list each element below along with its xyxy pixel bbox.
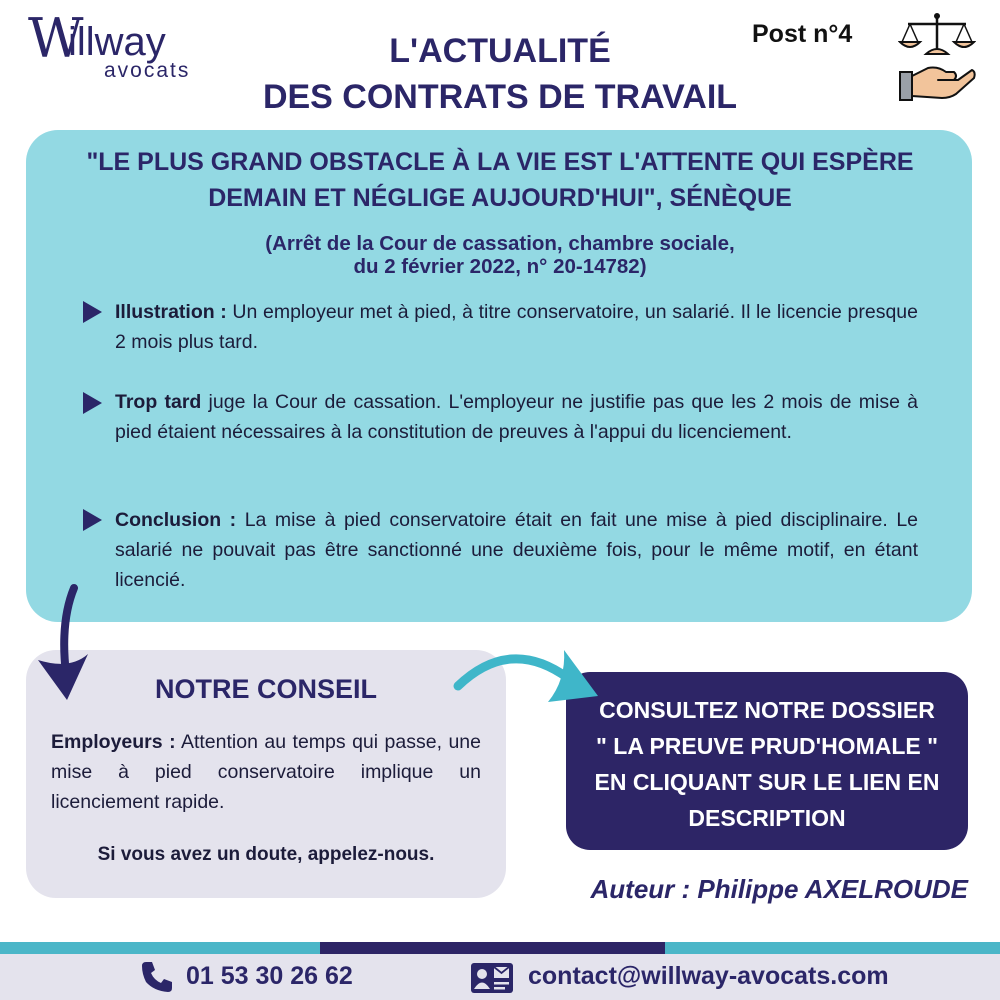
phone-icon (140, 960, 174, 994)
footer-email[interactable]: contact@willway-avocats.com (528, 962, 889, 990)
quote-text (40, 144, 960, 216)
dossier-line-2: " LA PREUVE PRUD'HOMALE " (595, 733, 939, 759)
post-number: Post n°4 (752, 20, 853, 48)
bullet-icon (83, 509, 102, 531)
arrow-curve-icon (450, 640, 606, 722)
advice-text: Employeurs : Attention au temps qui passe, une mise à pied conservatoire implique un licenciement rapide. (51, 731, 481, 813)
bullet-icon (83, 392, 102, 414)
case-reference-line-2: du 2 février 2022, n° 20-14782) (353, 255, 647, 278)
scales-hand-icon (898, 10, 976, 104)
dossier-line-3: EN CLIQUANT SUR LE LIEN EN (594, 769, 940, 795)
logo-wordmark: illway (68, 20, 166, 64)
bullet-icon (83, 301, 102, 323)
advice-call-to-action: Si vous avez un doute, appelez-nous. (97, 844, 435, 865)
quote-line-1: "LE PLUS GRAND OBSTACLE À LA VIE EST L'ATTENTE QUI ESPÈRE (86, 148, 914, 176)
contact-card-icon (470, 962, 514, 994)
arrow-down-icon (30, 582, 100, 710)
logo-letter-w: W (28, 7, 82, 70)
dossier-line-1: CONSULTEZ NOTRE DOSSIER (599, 697, 935, 723)
case-reference (40, 232, 960, 278)
footer-accent-bar (665, 942, 1000, 954)
page-title-line1: L'ACTUALITÉ (389, 32, 611, 70)
page-title-line2: DES CONTRATS DE TRAVAIL (262, 78, 738, 116)
author-credit: Auteur : Philippe AXELROUDE (590, 874, 968, 904)
footer-phone[interactable]: 01 53 30 26 62 (186, 962, 353, 990)
point-trop-tard: Trop tard juge la Cour de cassation. L'employeur ne justifie pas que les 2 mois de mise à pied étaient nécessaires à la constitution de preuves à l'appui du licenciement. (115, 391, 918, 443)
footer-accent-bar (320, 942, 665, 954)
logo-subtitle: avocats (104, 59, 191, 82)
case-reference-line-1: (Arrêt de la Cour de cassation, chambre sociale, (265, 232, 735, 255)
footer-accent-bar (0, 942, 320, 954)
dossier-text[interactable] (574, 692, 960, 836)
point-illustration: Illustration : Un employeur met à pied, à titre conservatoire, un salarié. Il le licencie presque 2 mois plus tard. (115, 301, 918, 353)
advice-title: NOTRE CONSEIL (154, 674, 377, 704)
quote-line-2: DEMAIN ET NÉGLIGE AUJOURD'HUI", SÉNÈQUE (208, 184, 792, 212)
point-conclusion: Conclusion : La mise à pied conservatoire était en fait une mise à pied disciplinaire. Le salarié ne pouvait pas être sanctionné une deuxième fois, pour le même motif, en étant licencié. (115, 509, 919, 591)
dossier-line-4: DESCRIPTION (688, 805, 846, 831)
